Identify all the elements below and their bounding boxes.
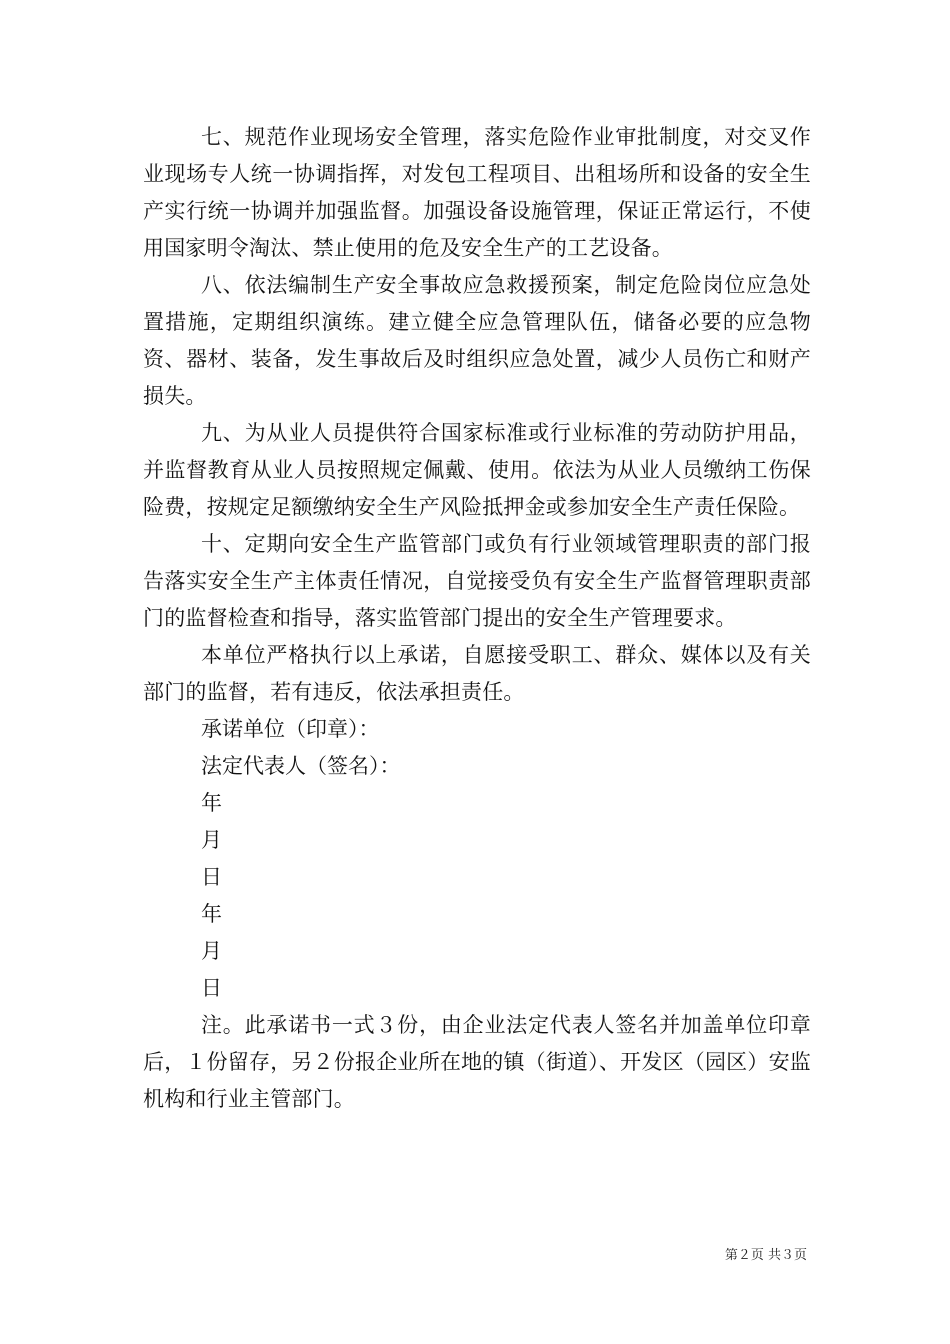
date-month-label: 月 [201, 828, 222, 852]
note-paragraph: 注。此承诺书一式３份，由企业法定代表人签名并加盖单位印章后，１份留存，另２份报企业所在地的镇（街道）、开发区（园区）安监机构和行业主管部门。 [143, 1013, 811, 1111]
paragraph-item-9: 九、为从业人员提供符合国家标准或行业标准的劳动防护用品，并监督教育从业人员按照规定佩戴、使用。依法为从业人员缴纳工伤保险费，按规定足额缴纳安全生产风险抵押金或参加安全生产责任保险。 [143, 421, 811, 519]
signature-unit-label: 承诺单位（印章）： [201, 717, 380, 741]
document-body [143, 119, 811, 1118]
date-day-label: 日 [201, 865, 222, 889]
paragraph-item-8: 八、依法编制生产安全事故应急救援预案，制定危险岗位应急处置措施，定期组织演练。建立健全应急管理队伍，储备必要的应急物资、器材、装备，发生事故后及时组织应急处置，减少人员伤亡和财产损失。 [143, 273, 811, 408]
date-year-label-2: 年 [201, 902, 222, 926]
paragraph-item-10: 十、定期向安全生产监管部门或负有行业领域管理职责的部门报告落实安全生产主体责任情况，自觉接受负有安全生产监督管理职责部门的监督检查和指导，落实监管部门提出的安全生产管理要求。 [143, 532, 811, 630]
date-year-label: 年 [201, 791, 222, 815]
paragraph-commitment: 本单位严格执行以上承诺，自愿接受职工、群众、媒体以及有关部门的监督，若有违反，依法承担责任。 [143, 643, 811, 704]
page-number: 第２页 共３页 [724, 1248, 807, 1263]
date-month-label-2: 月 [201, 939, 222, 963]
date-day-label-2: 日 [201, 976, 222, 1000]
paragraph-item-7: 七、规范作业现场安全管理，落实危险作业审批制度，对交叉作业现场专人统一协调指挥，对发包工程项目、出租场所和设备的安全生产实行统一协调并加强监督。加强设备设施管理，保证正常运行，不使用国家明令淘汰、禁止使用的危及安全生产的工艺设备。 [143, 125, 811, 260]
signature-representative-label: 法定代表人（签名）： [201, 754, 401, 778]
